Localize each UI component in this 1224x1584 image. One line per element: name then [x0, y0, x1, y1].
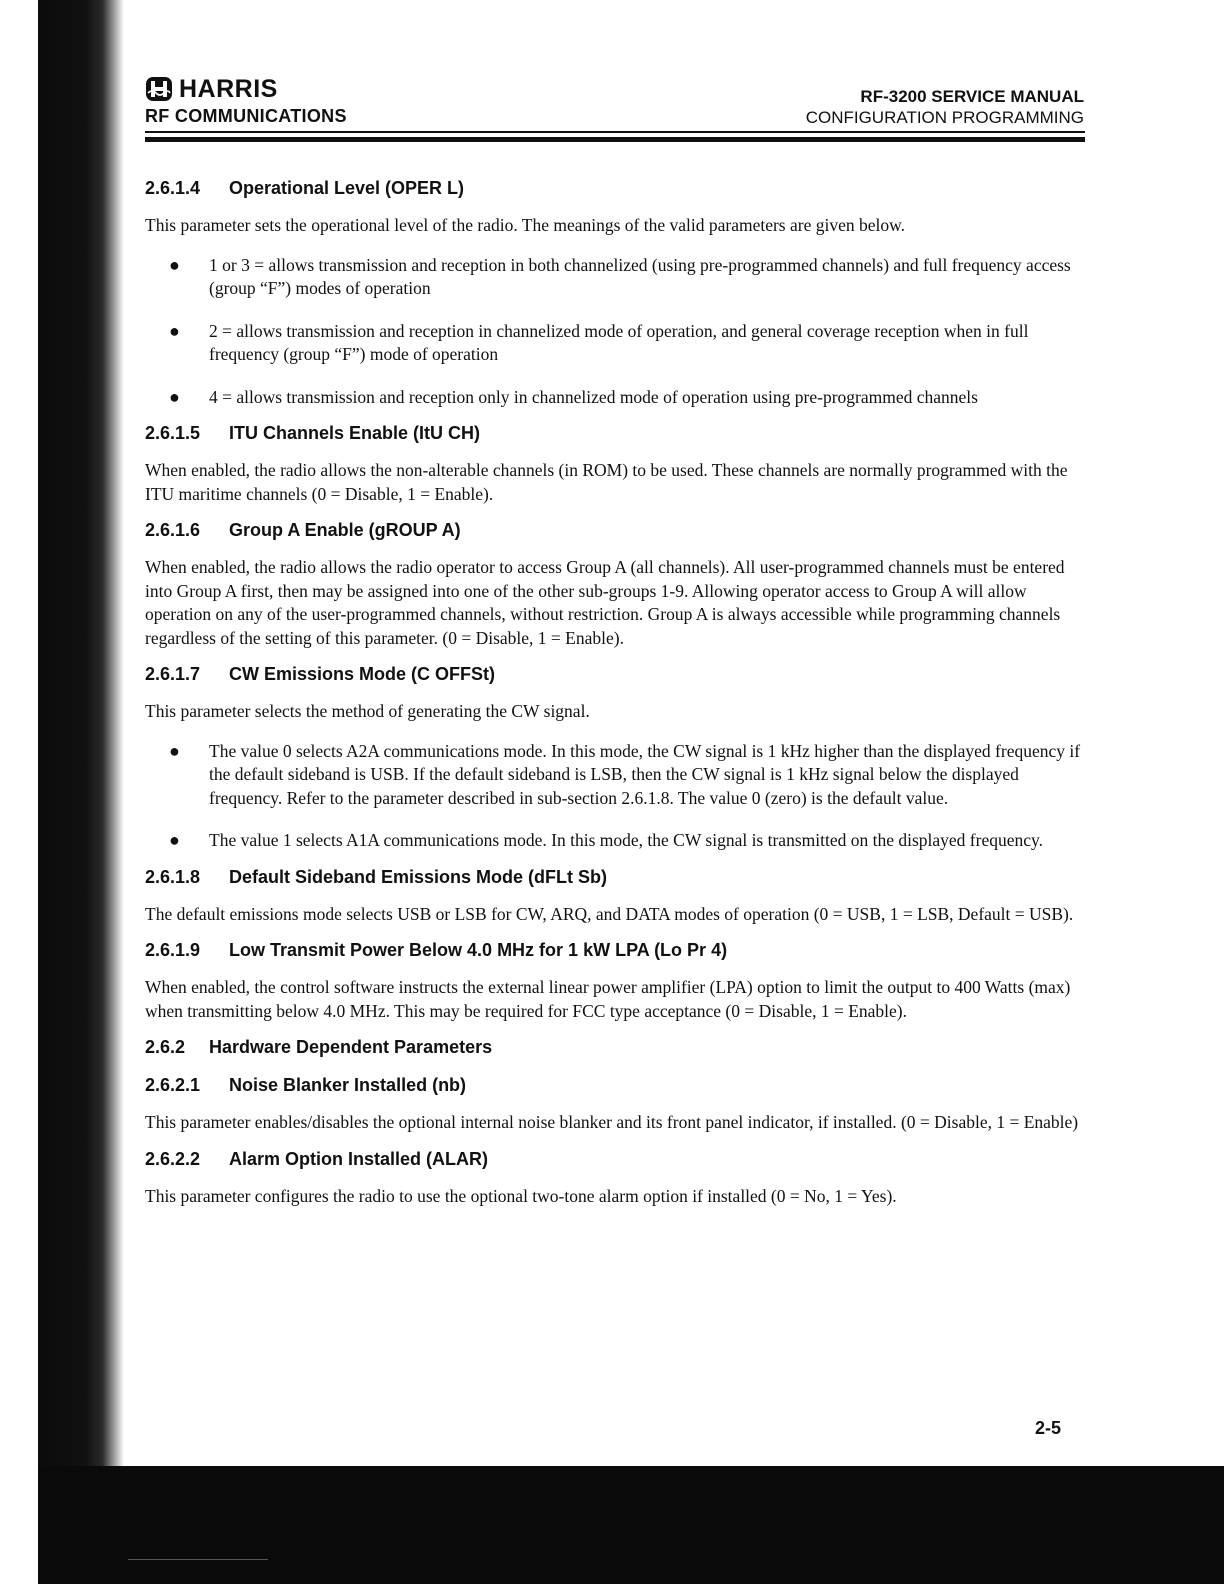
brand-row — [145, 76, 347, 102]
bullet-icon: ● — [169, 320, 180, 341]
heading-2622: 2.6.2.2 Alarm Option Installed (ALAR) — [145, 1148, 489, 1169]
heading-2619: 2.6.1.9 Low Transmit Power Below 4.0 MHz for 1 kW LPA (Lo Pr 4) — [145, 940, 728, 960]
list-item: ● 1 or 3 = allows transmission and reception in both channelized (using pre-programmed channels) and full frequency access (group “F”) modes of operation — [169, 254, 1071, 298]
heading-2615: 2.6.1.5 ITU Channels Enable (ItU CH) — [145, 423, 481, 443]
list-2614 — [145, 254, 1085, 410]
paragraph-2622: This parameter configures the radio to use the optional two-tone alarm option if installed (0 = No, 1 = Yes). — [145, 1185, 897, 1206]
heading-262: 2.6.2 Hardware Dependent Parameters — [145, 1037, 493, 1057]
paragraph-2619: When enabled, the control software instructs the external linear power amplifier (LPA) option to limit the output to 400 Watts (max) when transmitting below 4.0 MHz. This may be required for FCC type acceptance (0 = Disable, 1 = Enable). — [145, 977, 1071, 1021]
list-item: ● The value 0 selects A2A communications mode. In this mode, the CW signal is 1 kHz higher than the displayed frequency if the default sideband is USB. If the default sideband is LSB, then the CW signal is 1 kHz signal below the displayed frequency. Refer to the parameter described in sub-section 2.6.1.8. The value 0 (zero) is the default value. — [169, 740, 1081, 808]
heading-2614: 2.6.1.4 Operational Level (OPER L) — [145, 178, 465, 198]
page-number: 2-5 — [1034, 1418, 1061, 1438]
paragraph-2614-intro: This parameter sets the operational level of the radio. The meanings of the valid parameters are given below. — [145, 215, 905, 235]
harris-logo-icon — [145, 76, 173, 102]
header-rule-thin — [145, 131, 1085, 133]
paragraph-2621: This parameter enables/disables the optional internal noise blanker and its front panel indicator, if installed. (0 = Disable, 1 = Enable) — [145, 1112, 1079, 1132]
page-header-left — [145, 76, 347, 127]
bullet-icon: ● — [169, 830, 180, 850]
bullet-icon: ● — [169, 254, 180, 275]
paragraph-2615: When enabled, the radio allows the non-alterable channels (in ROM) to be used. These channels are normally programmed with the ITU maritime channels (0 = Disable, 1 = Enable). — [145, 460, 1068, 504]
header-rule-thick — [145, 137, 1085, 142]
page-content — [145, 176, 1085, 1220]
paragraph-2618: The default emissions mode selects USB or LSB for CW, ARQ, and DATA modes of operation (0 = USB, 1 = LSB, Default = USB). — [145, 903, 1074, 924]
paragraph-2616: When enabled, the radio allows the radio operator to access Group A (all channels). All user-programmed channels must be entered into Group A first, then may be assigned into one of the other sub-groups 1-9. Allowing operator access to Group A will allow operation on any of the user-programmed channels, without restriction. Group A is always accessible while programming channels regardless of the setting of this parameter. (0 = Disable, 1 = Enable). — [145, 557, 1065, 648]
section-title: CONFIGURATION PROGRAMMING — [805, 108, 1084, 127]
bullet-icon: ● — [169, 740, 180, 761]
paragraph-2617-intro: This parameter selects the method of generating the CW signal. — [145, 701, 590, 721]
sub-brand-name: RF COMMUNICATIONS — [145, 106, 347, 126]
heading-2617: 2.6.1.7 CW Emissions Mode (C OFFSt) — [145, 664, 496, 684]
list-item: ● 4 = allows transmission and reception only in channelized mode of operation using pre-programmed channels — [145, 386, 1085, 410]
heading-2616: 2.6.1.6 Group A Enable (gROUP A) — [145, 520, 461, 540]
list-2617 — [145, 740, 1085, 853]
manual-title: RF-3200 SERVICE MANUAL — [860, 87, 1084, 106]
list-item: ● The value 1 selects A1A communications mode. In this mode, the CW signal is transmitted on the displayed frequency. — [145, 829, 1085, 853]
page-header-right — [806, 86, 1084, 128]
bullet-icon: ● — [169, 386, 180, 407]
heading-2621: 2.6.2.1 Noise Blanker Installed (nb) — [145, 1075, 467, 1095]
list-item: ● 2 = allows transmission and reception in channelized mode of operation, and general coverage reception when in full frequency (group “F”) mode of operation — [169, 320, 1029, 364]
brand-name: HARRIS — [179, 75, 278, 103]
heading-2618: 2.6.1.8 Default Sideband Emissions Mode (dFLt Sb) — [145, 866, 608, 887]
